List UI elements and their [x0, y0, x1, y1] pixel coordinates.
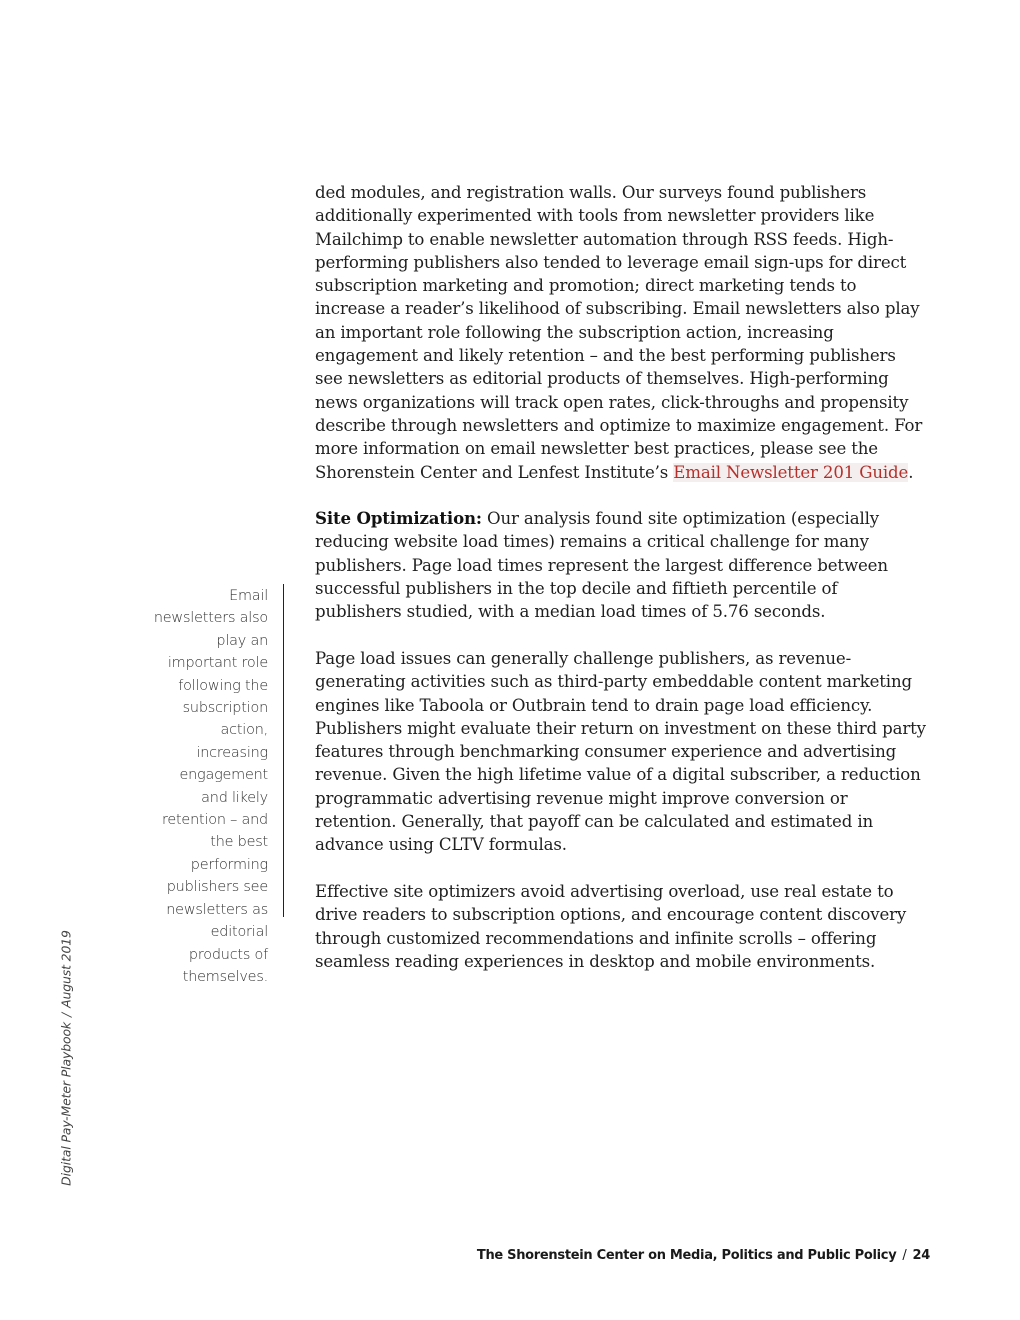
- paragraph-site-optimizers: [315, 880, 927, 973]
- page-number: 24: [912, 1248, 930, 1263]
- page-load-text: Page load issues can generally challenge publishers, as revenue-generating activities such as third-party embeddable content marketing engines like Taboola or Outbrain tend to drain page load efficiency. Publishers might evaluate their return on investment on these third party features through benchmarking consumer experience and advertising revenue. Given the high lifetime value of a digital subscriber, a reduction programmatic advertising revenue might improve conversion or retention. Generally, that payoff can be calculated and estimated in advance using CLTV formulas.: [315, 648, 926, 855]
- site-optimization-text: Our analysis found site optimization (especially reducing website load times) remains a critical challenge for many publishers. Page load times represent the largest difference between successful publishers in the top decile and fiftieth percentile of publishers studied, with a median load times of 5.76 seconds.: [315, 509, 888, 622]
- footer-separator: /: [902, 1248, 907, 1263]
- publication-title: Digital Pay-Meter Playbook: [58, 1021, 74, 1186]
- email-newsletter-guide-link[interactable]: Email Newsletter 201 Guide: [673, 462, 909, 482]
- main-text-column: [315, 181, 927, 996]
- site-optimizers-text: Effective site optimizers avoid advertising overload, use real estate to drive readers to subscription options, and encourage content discovery through customized recommendations and infinite scrolls – offering seamless reading experiences in desktop and mobile environments.: [315, 881, 907, 971]
- pull-quote: [150, 584, 284, 985]
- paragraph-page-load: [315, 647, 927, 857]
- footer-organization: The Shorenstein Center on Media, Politics and Public Policy: [476, 1248, 897, 1263]
- site-optimization-heading: Site Optimization:: [315, 508, 482, 529]
- side-label-separator: /: [58, 1012, 74, 1017]
- publication-date: August 2019: [58, 930, 74, 1008]
- page-footer: [477, 1248, 930, 1263]
- paragraph-newsletters-end: .: [908, 462, 914, 482]
- paragraph-site-optimization: [315, 507, 927, 623]
- paragraph-newsletters: [315, 181, 927, 484]
- publication-side-label: [59, 930, 74, 1186]
- paragraph-newsletters-text: ded modules, and registration walls. Our surveys found publishers additionally experimented with tools from newsletter providers like Mailchimp to enable newsletter automation through RSS feeds. High-performing publishers also tended to leverage email sign-ups for direct subscription marketing and promotion; direct marketing tends to increase a reader’s likelihood of subscribing. Email newsletters also play an important role following the subscription action, increasing engagement and likely retention – and the best performing publishers see newsletters as editorial products of themselves. High-performing news organizations will track open rates, click-throughs and propensity describe through newsletters and optimize to maximize engagement. For more information on email newsletter best practices, please see the Shorenstein Center and Lenfest Institute’s: [315, 183, 923, 482]
- pull-quote-text: Email newsletters also play an important role following the subscription action, increasing engagement and likely retention – and the best performing publishers see newsletters as editorial products of themselves.: [153, 588, 268, 985]
